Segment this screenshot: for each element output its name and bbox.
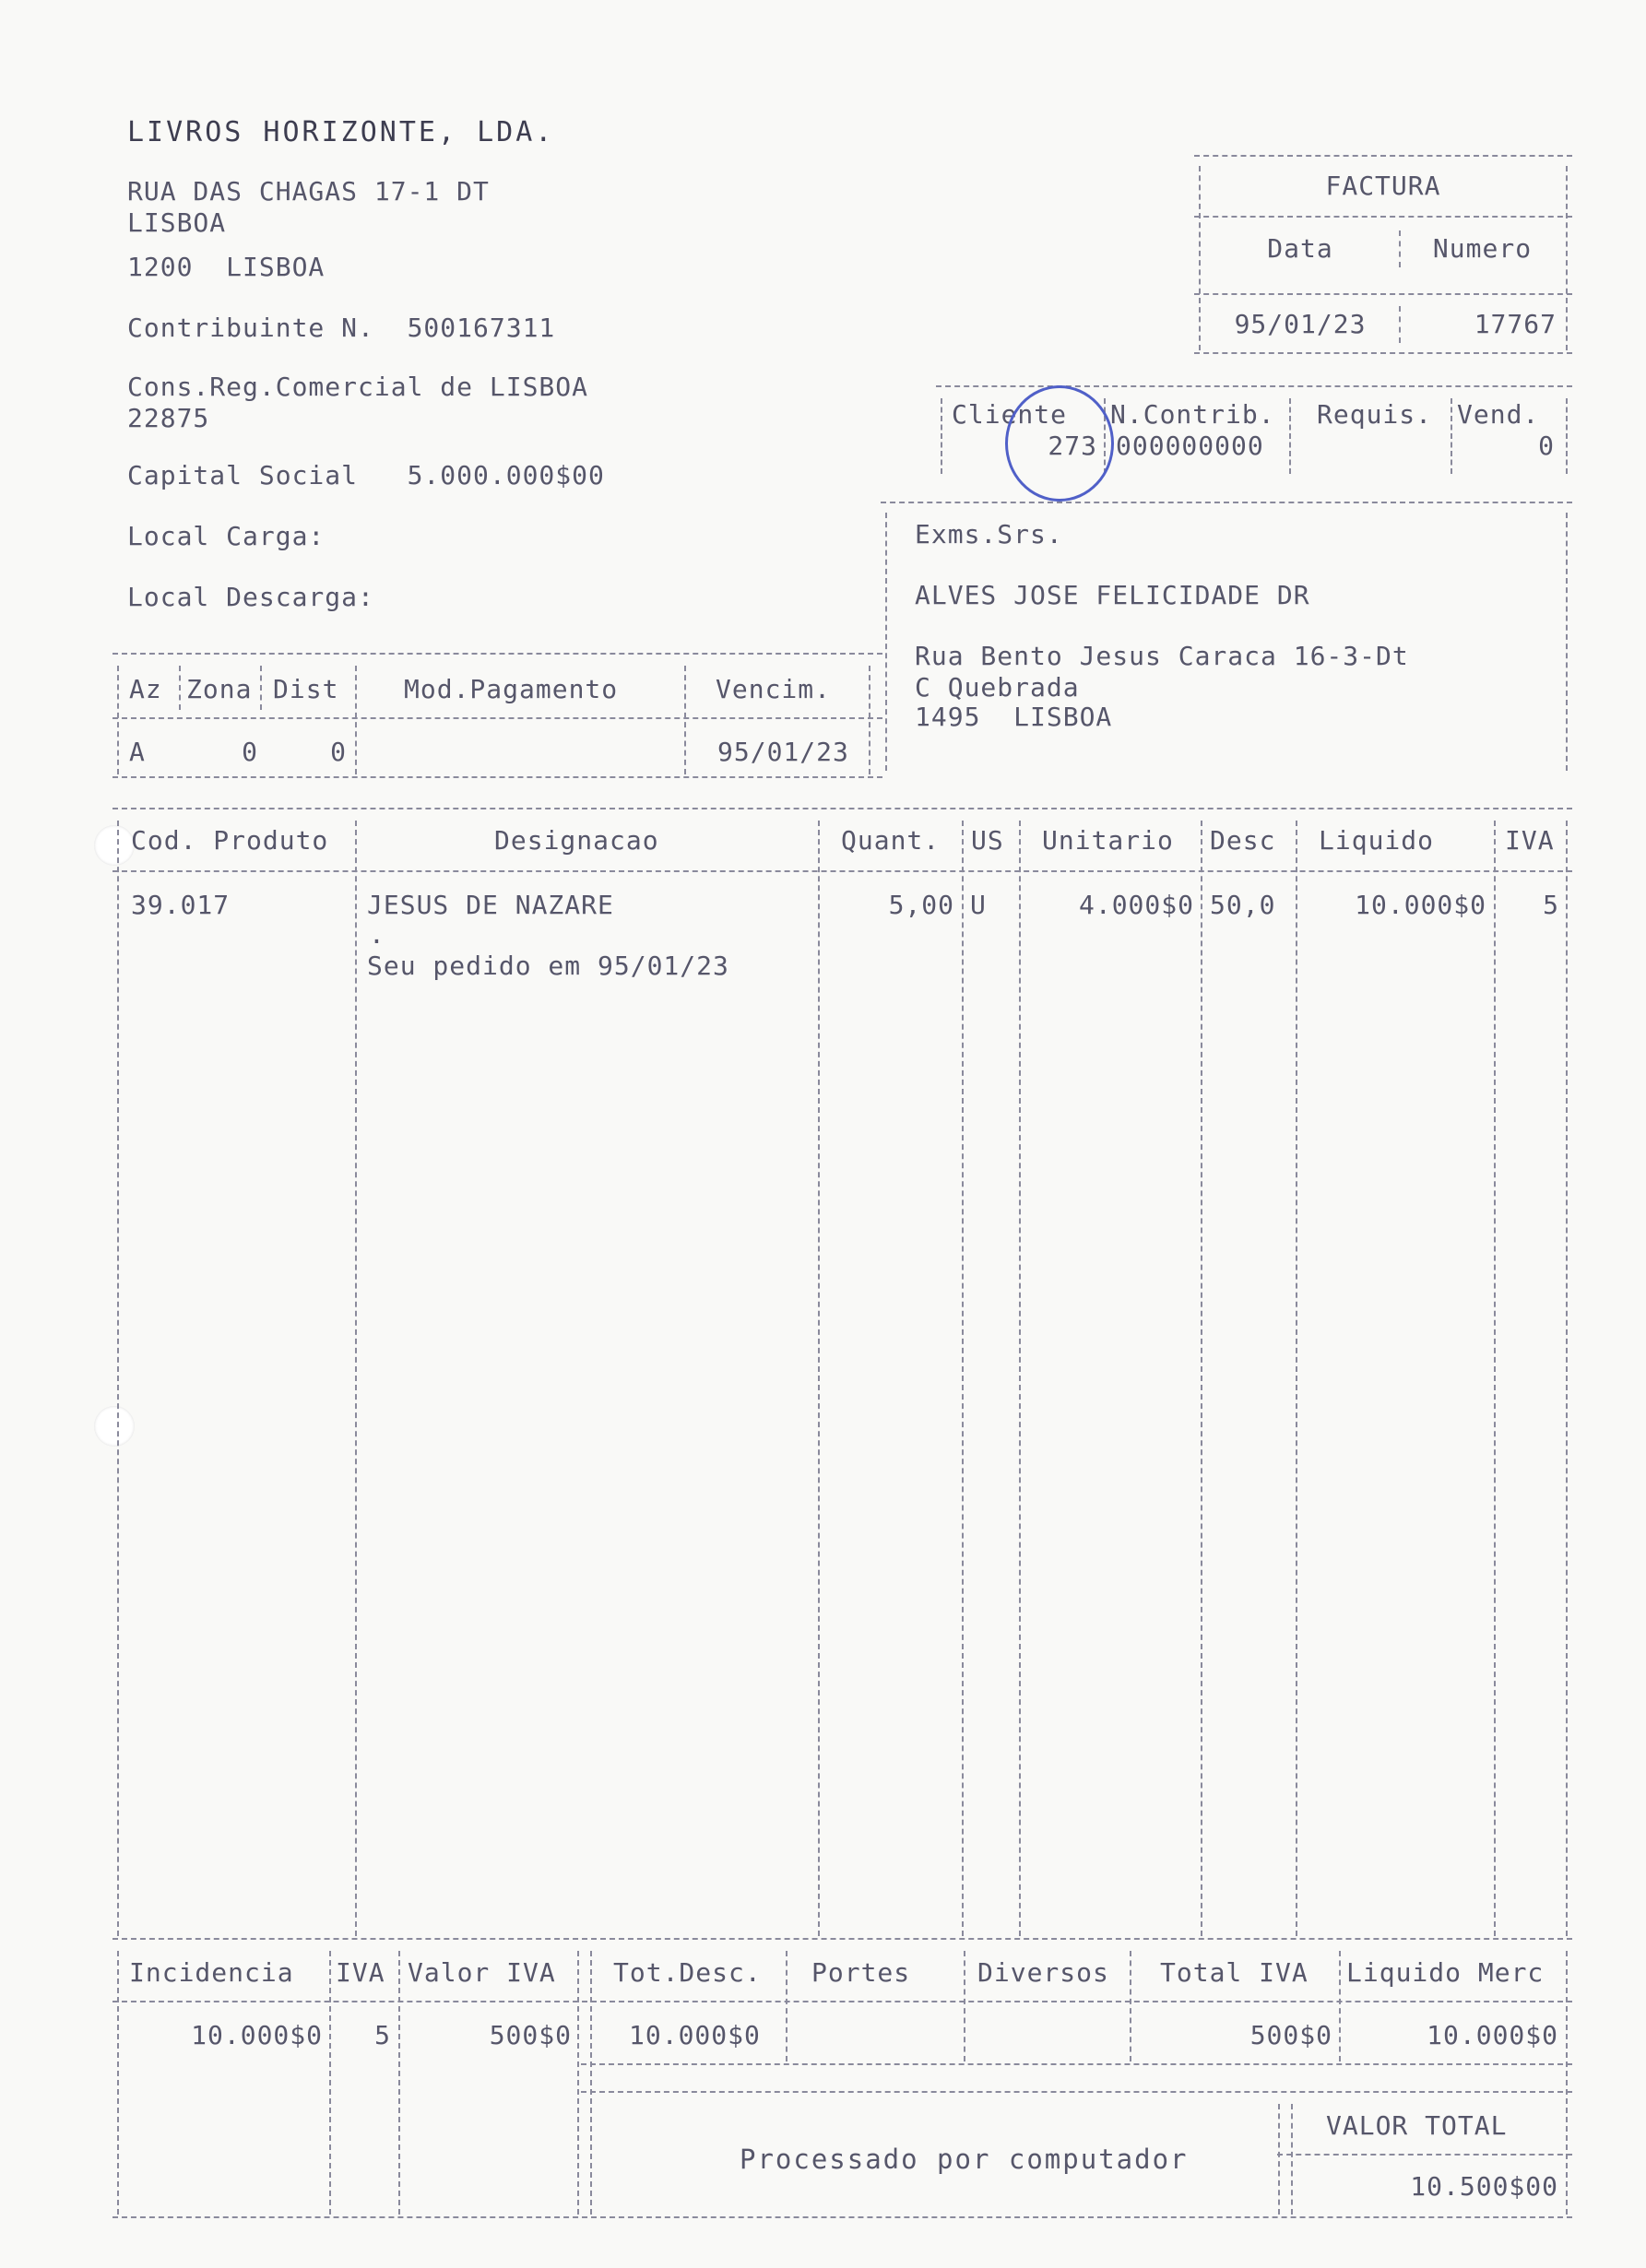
payment-header-vencim: Vencim. bbox=[716, 674, 832, 704]
contrib-label: N.Contrib. bbox=[1110, 399, 1275, 430]
payment-dist: 0 bbox=[330, 737, 347, 767]
totals-total-iva: 500$0 bbox=[1249, 2020, 1332, 2050]
company-registry-2: 22875 bbox=[127, 403, 210, 433]
payment-header-dist: Dist bbox=[273, 674, 339, 704]
payment-az: A bbox=[129, 737, 146, 767]
totals-header-tot-desc: Tot.Desc. bbox=[613, 1957, 762, 1988]
requis-label: Requis. bbox=[1317, 399, 1433, 430]
invoice-date-label: Data bbox=[1267, 233, 1333, 264]
punch-hole-bottom bbox=[94, 1406, 135, 1447]
totals-incidencia: 10.000$0 bbox=[191, 2020, 323, 2050]
totals-iva: 5 bbox=[374, 2020, 391, 2050]
items-header-unit: US bbox=[971, 825, 1004, 856]
item-code: 39.017 bbox=[131, 890, 231, 920]
unload-place: Local Descarga: bbox=[127, 582, 374, 612]
client-number: 273 bbox=[1048, 431, 1097, 461]
item-unit-price: 4.000$0 bbox=[1078, 890, 1194, 920]
totals-tot-desc: 10.000$0 bbox=[629, 2020, 761, 2050]
item-unit: U bbox=[970, 890, 987, 920]
recipient-street: Rua Bento Jesus Caraca 16-3-Dt bbox=[915, 641, 1409, 671]
recipient-locality: C Quebrada bbox=[915, 672, 1080, 703]
totals-header-iva: IVA bbox=[336, 1957, 385, 1988]
company-capital: Capital Social 5.000.000$00 bbox=[127, 460, 605, 490]
item-discount: 50,0 bbox=[1210, 890, 1276, 920]
payment-vencim: 95/01/23 bbox=[717, 737, 849, 767]
totals-liquido-merc: 10.000$0 bbox=[1427, 2020, 1558, 2050]
item-vat: 5 bbox=[1543, 890, 1559, 920]
vend-label: Vend. bbox=[1457, 399, 1540, 430]
punch-hole-top bbox=[94, 825, 135, 866]
items-header-net: Liquido bbox=[1319, 825, 1435, 856]
item-qty: 5,00 bbox=[888, 890, 954, 920]
client-vend: 0 bbox=[1538, 431, 1555, 461]
totals-header-diversos: Diversos bbox=[977, 1957, 1109, 1988]
items-header-description: Designacao bbox=[494, 825, 659, 856]
totals-header-total-iva: Total IVA bbox=[1160, 1957, 1309, 1988]
payment-header-zona: Zona bbox=[186, 674, 253, 704]
company-address-1: RUA DAS CHAGAS 17-1 DT bbox=[127, 176, 490, 207]
totals-header-valor-iva: Valor IVA bbox=[408, 1957, 556, 1988]
hand-drawn-circle bbox=[1005, 385, 1114, 502]
company-address-2: LISBOA bbox=[127, 207, 227, 238]
grand-total-label: VALOR TOTAL bbox=[1326, 2110, 1508, 2141]
invoice-number: 17767 bbox=[1474, 309, 1557, 339]
load-place: Local Carga: bbox=[127, 521, 326, 551]
payment-header-az: Az bbox=[129, 674, 162, 704]
item-note-dot: . bbox=[369, 919, 385, 950]
item-note: Seu pedido em 95/01/23 bbox=[367, 951, 729, 981]
grand-total-value: 10.500$00 bbox=[1410, 2171, 1558, 2202]
company-taxpayer: Contribuinte N. 500167311 bbox=[127, 313, 556, 343]
recipient-name: ALVES JOSE FELICIDADE DR bbox=[915, 580, 1310, 610]
item-description: JESUS DE NAZARE bbox=[367, 890, 614, 920]
items-header-vat: IVA bbox=[1505, 825, 1555, 856]
company-name: LIVROS HORIZONTE, LDA. bbox=[127, 116, 555, 148]
recipient-salutation: Exms.Srs. bbox=[915, 519, 1063, 549]
items-header-discount: Desc bbox=[1210, 825, 1276, 856]
totals-header-incidencia: Incidencia bbox=[129, 1957, 294, 1988]
recipient-postcode: 1495 LISBOA bbox=[915, 702, 1113, 732]
items-header-code: Cod. Produto bbox=[131, 825, 329, 856]
payment-header-mod: Mod.Pagamento bbox=[404, 674, 619, 704]
invoice-title: FACTURA bbox=[1325, 171, 1441, 201]
processed-note: Processado por computador bbox=[740, 2144, 1189, 2175]
invoice-number-label: Numero bbox=[1432, 233, 1533, 264]
payment-zona: 0 bbox=[242, 737, 258, 767]
item-net: 10.000$0 bbox=[1355, 890, 1486, 920]
invoice-date: 95/01/23 bbox=[1234, 309, 1367, 339]
totals-valor-iva: 500$0 bbox=[489, 2020, 572, 2050]
totals-header-liquido-merc: Liquido Merc bbox=[1346, 1957, 1545, 1988]
items-header-qty: Quant. bbox=[841, 825, 941, 856]
company-postcode: 1200 LISBOA bbox=[127, 252, 326, 282]
company-registry-1: Cons.Reg.Comercial de LISBOA bbox=[127, 372, 589, 402]
client-contrib: 000000000 bbox=[1116, 431, 1264, 461]
client-label: Cliente bbox=[952, 399, 1068, 430]
items-header-unit-price: Unitario bbox=[1042, 825, 1174, 856]
totals-header-portes: Portes bbox=[811, 1957, 911, 1988]
